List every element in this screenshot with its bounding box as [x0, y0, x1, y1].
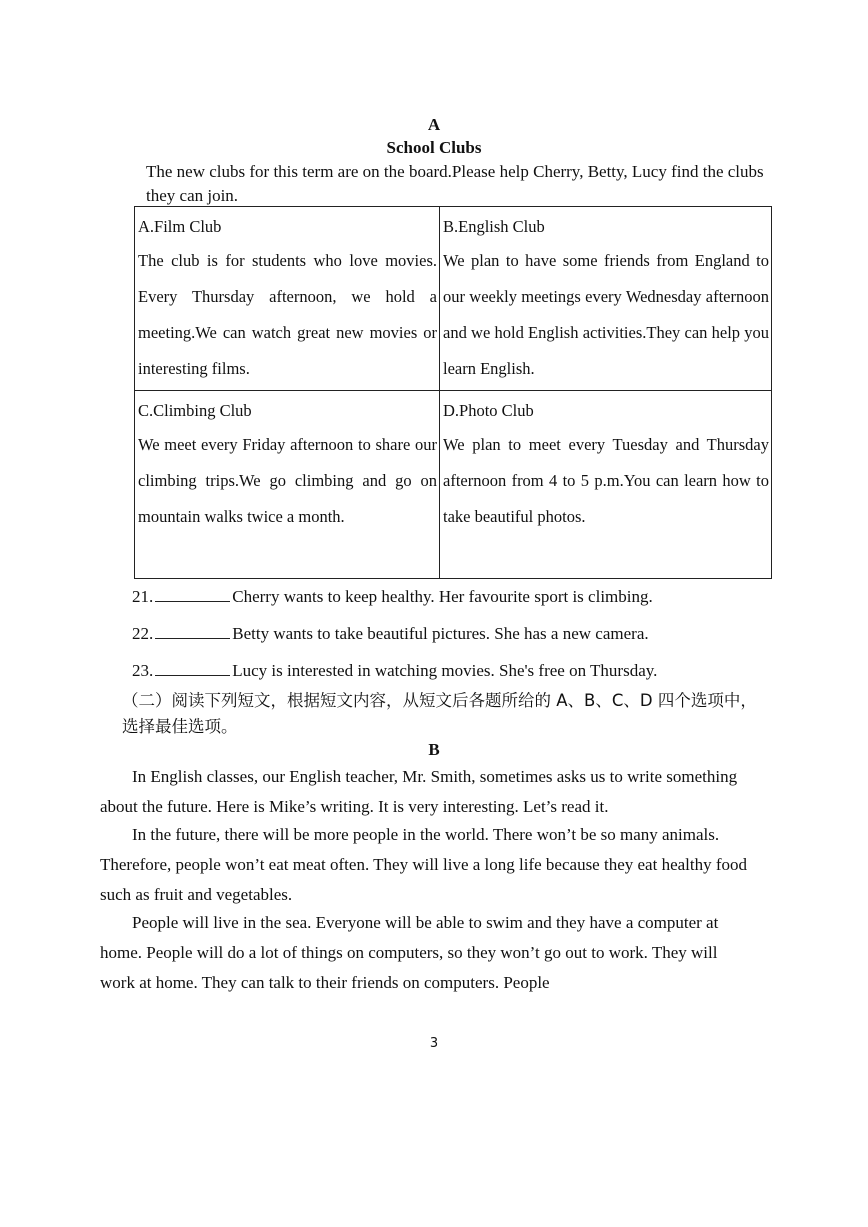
clubs-row: [135, 391, 772, 579]
question-text: Lucy is interested in watching movies. She's free on Thursday.: [232, 661, 658, 680]
club-cell-film: [135, 207, 440, 391]
club-description: We meet every Friday afternoon to share our climbing trips.We go climbing and go on mountain walks twice a month.: [138, 435, 437, 526]
club-name: B.English Club: [443, 217, 545, 236]
question-23: [132, 661, 657, 681]
clubs-row: [135, 207, 772, 391]
club-cell-english: [440, 207, 772, 391]
club-name: A.Film Club: [138, 217, 222, 236]
question-number: 22.: [132, 624, 154, 643]
answer-blank[interactable]: [155, 624, 230, 639]
club-description: We plan to have some friends from England to our weekly meetings every Wednesday afternoon and we hold English activities.They can help you learn English.: [443, 251, 769, 378]
reading-instruction: （二）阅读下列短文，根据短文内容，从短文后各题所给的 A、B、C、D 四个选项中，选择最佳选项。: [122, 691, 757, 736]
answer-blank[interactable]: [155, 661, 230, 676]
page-number: 3: [429, 1036, 439, 1051]
passage-paragraph: In English classes, our English teacher, Mr. Smith, sometimes asks us to write something about the future. Here is Mike’s writing. It is very interesting. Let’s read it.: [100, 767, 738, 816]
club-cell-photo: [440, 391, 772, 579]
club-description: We plan to meet every Tuesday and Thursday afternoon from 4 to 5 p.m.You can learn how to take beautiful photos.: [443, 435, 769, 526]
question-number: 23.: [132, 661, 154, 680]
question-text: Cherry wants to keep healthy. Her favourite sport is climbing.: [232, 587, 653, 606]
question-21: [132, 587, 653, 607]
club-description: The club is for students who love movies. Every Thursday afternoon, we hold a meeting.We can watch great new movies or interesting films.: [138, 251, 437, 378]
question-text: Betty wants to take beautiful pictures. She has a new camera.: [232, 624, 649, 643]
club-name: D.Photo Club: [443, 401, 534, 420]
club-cell-climbing: [135, 391, 440, 579]
passage-paragraph: In the future, there will be more people in the world. There won’t be so many animals. Therefore, people won’t eat meat often. They will live a long life because they eat healthy food such as fruit and vegetables.: [100, 825, 748, 904]
answer-blank[interactable]: [155, 587, 230, 602]
question-22: [132, 624, 649, 644]
passage-paragraph: People will live in the sea. Everyone will be able to swim and they have a computer at home. People will do a lot of things on computers, so they won’t go out to work. They will work at home. They can talk to their friends on computers. People: [100, 913, 719, 992]
question-number: 21.: [132, 587, 154, 606]
section-a-label: A: [427, 115, 441, 134]
section-a-intro: The new clubs for this term are on the board.Please help Cherry, Betty, Lucy find the clubs they can join.: [146, 162, 764, 205]
section-a-title: School Clubs: [386, 138, 482, 157]
clubs-table: [134, 206, 772, 579]
section-b-label: B: [428, 740, 440, 759]
club-name: C.Climbing Club: [138, 401, 252, 420]
